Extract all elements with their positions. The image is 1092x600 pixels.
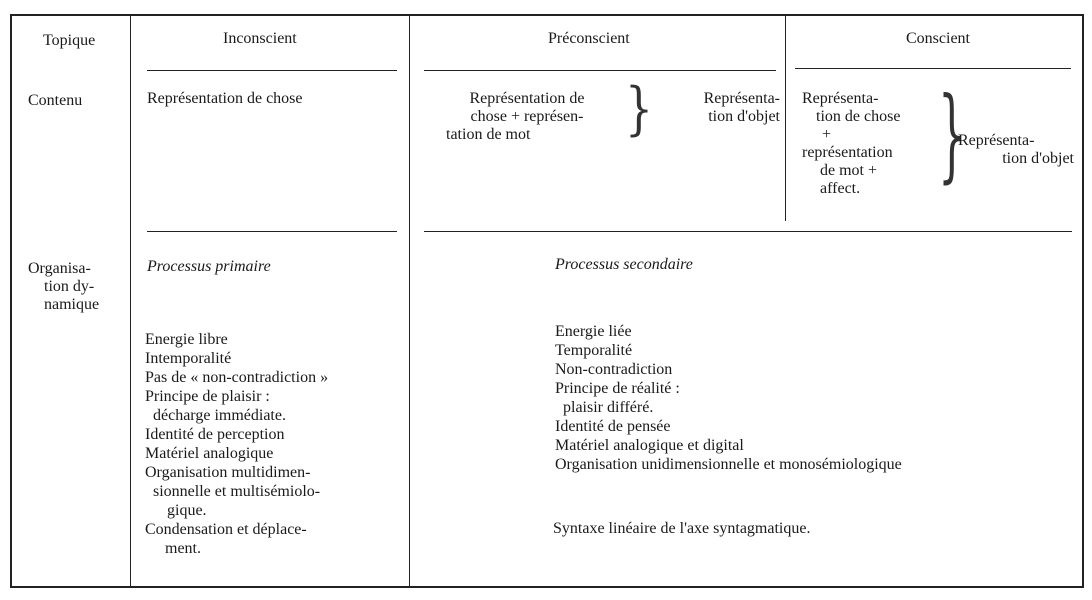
header-underline-conscient: [795, 68, 1071, 69]
table-left-border: [10, 14, 12, 588]
contenu-inconscient: Représentation de chose: [147, 90, 303, 107]
list-item: Intemporalité: [145, 350, 232, 367]
contenu-conscient-left: [802, 90, 942, 198]
list-item: Organisation unidimensionnelle et monosémiologique: [555, 456, 902, 473]
text-line: tion d'objet: [1002, 150, 1074, 167]
contenu-conscient-right: [958, 132, 1074, 168]
contenu-preconscient-left: [432, 90, 622, 144]
text-line: Organisa-: [28, 260, 91, 277]
list-item: sionnelle et multisémiolo-: [145, 483, 321, 500]
text-line: chose + représen-: [470, 108, 584, 125]
list-item: Pas de « non-contradiction »: [145, 369, 329, 386]
syntaxe-lineaire: Syntaxe linéaire de l'axe syntagmatique.: [553, 520, 811, 537]
text-line: tation de mot: [446, 126, 531, 143]
processus-primaire-title: Processus primaire: [147, 258, 271, 275]
list-item: plaisir différé.: [555, 399, 654, 416]
header-underline-preconscient: [424, 70, 776, 71]
processus-secondaire-list: [555, 322, 902, 474]
header-underline-inconscient: [147, 70, 397, 71]
list-item: Energie liée: [555, 323, 632, 340]
list-item: Principe de plaisir :: [145, 388, 270, 405]
text-line: Représenta-: [958, 132, 1035, 149]
text-line: affect.: [820, 180, 861, 197]
list-item: Matériel analogique et digital: [555, 437, 744, 454]
contenu-preconscient-right: [652, 90, 780, 126]
text-line: Représenta-: [703, 90, 780, 107]
text-line: tion dy-: [44, 278, 95, 295]
text-line: représentation: [802, 144, 893, 161]
header-preconscient: Préconscient: [548, 30, 630, 47]
row-label-contenu: Contenu: [28, 92, 83, 109]
header-inconscient: Inconscient: [223, 30, 297, 47]
header-conscient: Conscient: [906, 30, 970, 47]
list-item: Organisation multidimen-: [145, 464, 311, 481]
brace-conscient: }: [938, 77, 966, 195]
row-divider-inconscient: [147, 231, 397, 232]
list-item: Identité de pensée: [555, 418, 671, 435]
table-top-border: [10, 14, 1084, 16]
list-item: Non-contradiction: [555, 361, 673, 378]
list-item: Matériel analogique: [145, 445, 274, 462]
processus-secondaire-title: Processus secondaire: [555, 256, 693, 273]
col-divider-2: [409, 16, 410, 586]
col-divider-3: [785, 16, 786, 221]
list-item: Condensation et déplace-: [145, 521, 307, 538]
list-item: Identité de perception: [145, 426, 285, 443]
table-right-border: [1082, 14, 1084, 588]
list-item: ment.: [157, 540, 201, 557]
processus-primaire-list: [145, 330, 328, 558]
header-topique: Topique: [43, 32, 96, 49]
list-item: Temporalité: [555, 342, 633, 359]
text-line: tion de chose: [816, 108, 901, 125]
row-divider-secondaire: [424, 231, 1072, 232]
col-divider-1: [130, 16, 131, 586]
text-line: de mot +: [820, 162, 878, 179]
list-item: gique.: [159, 502, 207, 519]
brace-preconscient: }: [625, 76, 653, 143]
row-label-organisation: [28, 260, 99, 314]
text-line: tion d'objet: [708, 108, 780, 125]
text-line: +: [822, 126, 832, 143]
list-item: Principe de réalité :: [555, 380, 680, 397]
text-line: namique: [44, 296, 100, 313]
text-line: Représentation de: [469, 90, 585, 107]
list-item: Energie libre: [145, 331, 228, 348]
text-line: Représenta-: [802, 90, 879, 107]
list-item: décharge immédiate.: [145, 407, 286, 424]
table-bottom-border: [10, 586, 1084, 588]
